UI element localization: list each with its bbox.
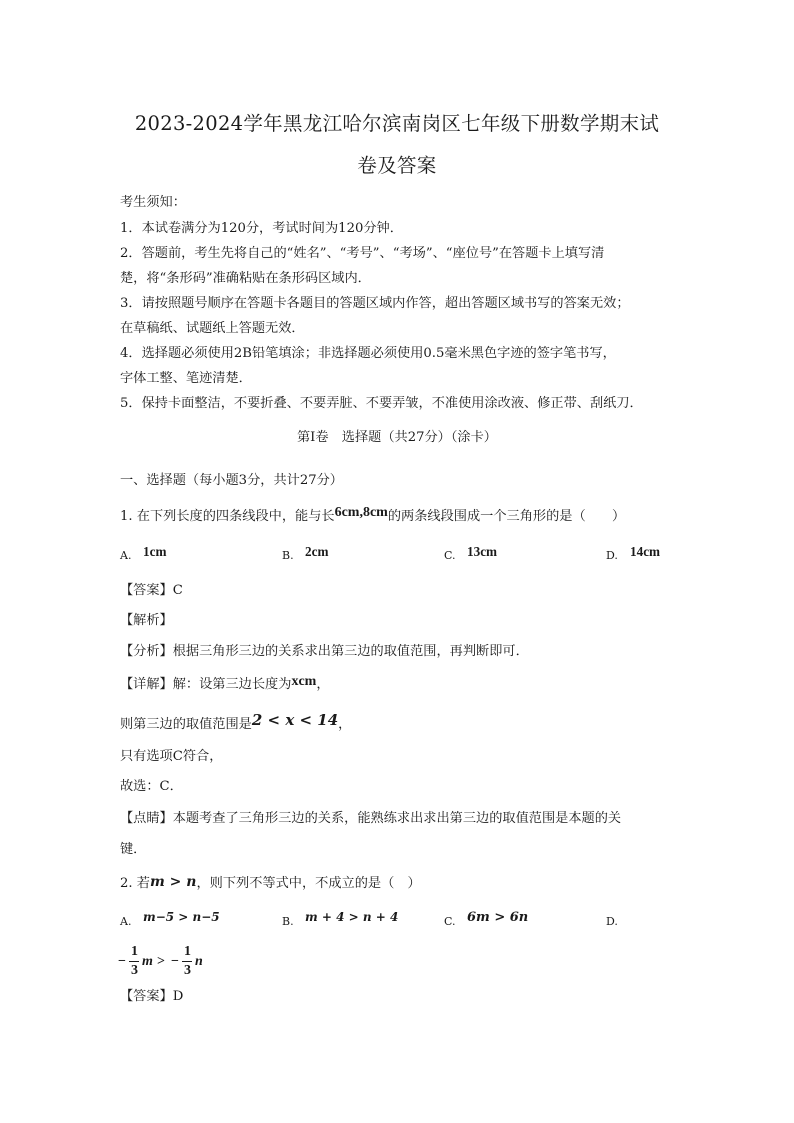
q1-analysis-heading: 【解析】	[120, 613, 173, 628]
q1-stem-pre: 1. 在下列长度的四条线段中，能与长	[120, 509, 335, 524]
q1-option-a-label: A.	[120, 549, 132, 562]
notice-item: 字体工整、笔迹清楚．	[120, 371, 252, 386]
q1-answer: 【答案】C	[120, 583, 183, 598]
q2-option-d-expression	[118, 944, 218, 980]
d-greater-than: >	[157, 954, 165, 969]
notice-item: 楚，将“条形码”准确粘贴在条形码区域内．	[120, 271, 371, 286]
notice-item: 1．本试卷满分为120分，考试时间为120分钟．	[120, 221, 403, 236]
q1-detail	[120, 674, 330, 692]
q1-choose: 故选：C．	[120, 779, 183, 794]
question-1-stem	[120, 505, 626, 524]
q1-range-pre: 则第三边的取值范围是	[120, 717, 252, 732]
q1-dianjing-line2: 键．	[120, 842, 147, 857]
q1-option-b-value: 2cm	[305, 544, 329, 559]
q2-option-a-value: m−5 > n−5	[143, 910, 220, 924]
q2-option-b-label: B.	[282, 915, 294, 928]
q2-option-d-label: D.	[606, 915, 618, 928]
q2-stem-pre: 2. 若	[120, 876, 150, 891]
q1-option-c-label: C.	[444, 549, 456, 562]
q2-stem-math: m > n	[149, 874, 197, 890]
d-fraction-bar-1	[129, 961, 139, 962]
q1-stem-math: 6cm,8cm	[334, 505, 388, 520]
q2-answer: 【答案】D	[120, 989, 184, 1004]
q1-range-math: 2 < x < 14	[251, 711, 339, 729]
q1-detail-math: xcm	[291, 674, 317, 689]
d-denominator-1: 3	[131, 963, 138, 978]
q1-stem-post: 的两条线段围成一个三角形的是（ ）	[387, 509, 626, 524]
q1-option-d-value: 14cm	[630, 544, 661, 559]
q2-option-c-label: C.	[444, 915, 456, 928]
q1-option-d-label: D.	[606, 549, 618, 562]
d-denominator-2: 3	[184, 963, 191, 978]
q2-stem-post: ，则下列不等式中，不成立的是（ ）	[196, 876, 421, 891]
d-numerator-2: 1	[184, 944, 191, 959]
d-minus-2: −	[171, 954, 179, 969]
part-title: 一、选择题（每小题3分，共计27分）	[120, 473, 343, 488]
section-title: 第Ⅰ卷 选择题（共27分）（涂卡）	[296, 430, 497, 445]
d-var-m: m	[142, 954, 153, 969]
notice-heading: 考生须知：	[120, 195, 186, 210]
d-fraction-bar-2	[182, 961, 192, 962]
q2-option-b-value: m + 4 > n + 4	[305, 910, 399, 924]
d-minus-1: −	[118, 954, 126, 969]
q1-detail-pre: 【详解】解：设第三边长度为	[120, 677, 292, 692]
q1-option-c-value: 13cm	[467, 544, 498, 559]
d-numerator-1: 1	[131, 944, 138, 959]
q2-option-a-label: A.	[120, 915, 132, 928]
q1-dianjing-line1: 【点睛】本题考查了三角形三边的关系，能熟练求出求出第三边的取值范围是本题的关	[120, 811, 622, 826]
doc-title-line1: 2023-2024学年黑龙江哈尔滨南岗区七年级下册数学期末试	[134, 112, 660, 135]
notice-item: 5．保持卡面整洁，不要折叠、不要弄脏、不要弄皱，不准使用涂改液、修正带、刮纸刀．	[120, 396, 643, 411]
notice-item: 4．选择题必须使用2B铅笔填涂；非选择题必须使用0.5毫米黑色字迹的签字笔书写，	[120, 346, 616, 361]
d-var-n: n	[195, 954, 203, 969]
q1-detail-post: ，	[316, 677, 330, 692]
q1-fenxi: 【分析】根据三角形三边的关系求出第三边的取值范围，再判断即可．	[120, 644, 529, 659]
q1-range-post: ，	[338, 717, 352, 732]
q1-only-c: 只有选项C符合，	[120, 749, 223, 764]
q1-option-b-label: B.	[282, 549, 294, 562]
question-2-stem	[120, 876, 421, 890]
q1-option-a-value: 1cm	[143, 544, 167, 559]
doc-title-line2: 卷及答案	[357, 154, 437, 177]
q1-range	[120, 711, 352, 732]
notice-item: 在草稿纸、试题纸上答题无效．	[120, 321, 305, 336]
notice-item: 3．请按照题号顺序在答题卡各题目的答题区域内作答，超出答题区域书写的答案无效；	[120, 296, 630, 311]
notice-item: 2．答题前，考生先将自己的“姓名”、“考号”、“考场”、“座位号”在答题卡上填写清	[120, 246, 605, 261]
q2-option-c-value: 6m > 6n	[467, 910, 529, 925]
